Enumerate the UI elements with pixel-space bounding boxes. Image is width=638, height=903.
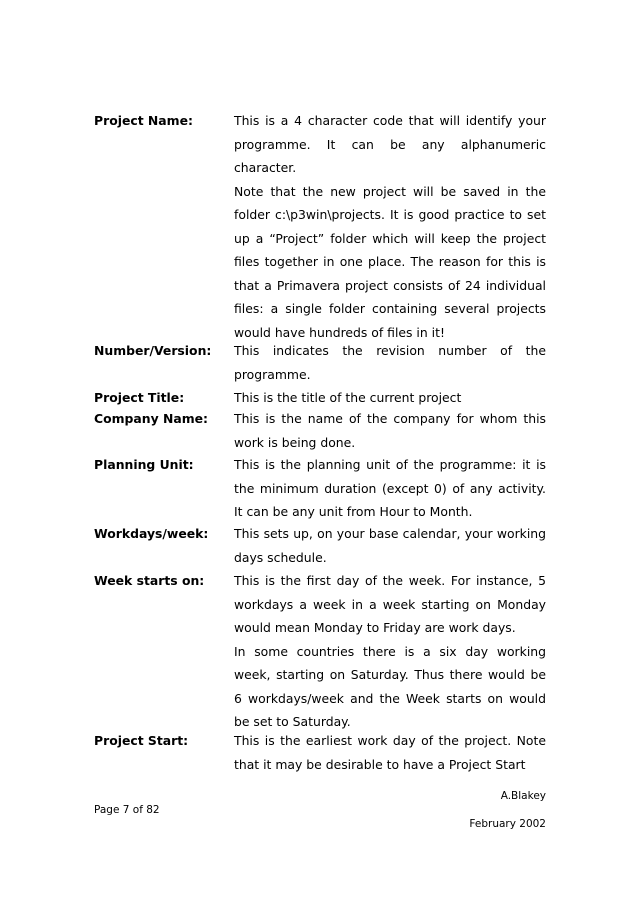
description-paragraph: This is a 4 character code that will identify your programme. It can be any alphanumeric character. bbox=[234, 113, 546, 175]
term-description bbox=[234, 109, 546, 344]
description-paragraph: This indicates the revision number of the programme. bbox=[234, 343, 546, 382]
term-label: Project Title: bbox=[94, 390, 185, 405]
footer-page-number: Page 7 of 82 bbox=[94, 804, 160, 816]
description-paragraph: This is the first day of the week. For instance, 5 workdays a week in a week starting on Monday would mean Monday to Friday are work days. bbox=[234, 573, 546, 635]
term-label: Number/Version: bbox=[94, 343, 212, 358]
term-description bbox=[234, 386, 546, 410]
term-description bbox=[234, 569, 546, 734]
description-paragraph: Note that the new project will be saved in the folder c:\p3win\projects. It is good practice to set up a “Project” folder which will keep the project files together in one place. The reason for this is that a Primavera project consists of 24 individual files: a single folder containing several projects would have hundreds of files in it! bbox=[234, 183, 546, 340]
description-paragraph: In some countries there is a six day working week, starting on Saturday. Thus there would be 6 workdays/week and the Week starts on would be set to Saturday. bbox=[234, 643, 546, 729]
term-label: Company Name: bbox=[94, 411, 208, 426]
term-label: Project Name: bbox=[94, 113, 193, 128]
term-description bbox=[234, 522, 546, 569]
term-description bbox=[234, 407, 546, 454]
term-label: Project Start: bbox=[94, 733, 189, 748]
description-paragraph: This sets up, on your base calendar, your working days schedule. bbox=[234, 526, 546, 565]
term-description bbox=[234, 339, 546, 386]
term-label: Planning Unit: bbox=[94, 457, 194, 472]
term-label: Week starts on: bbox=[94, 573, 205, 588]
footer-date: February 2002 bbox=[469, 818, 546, 830]
description-paragraph: This is the name of the company for whom this work is being done. bbox=[234, 411, 546, 450]
term-description bbox=[234, 453, 546, 524]
footer-author: A.Blakey bbox=[500, 790, 546, 802]
description-paragraph: This is the title of the current project bbox=[234, 390, 462, 405]
term-label: Workdays/week: bbox=[94, 526, 209, 541]
term-description bbox=[234, 729, 546, 776]
description-paragraph: This is the earliest work day of the project. Note that it may be desirable to have a Project Start bbox=[234, 733, 546, 772]
description-paragraph: This is the planning unit of the programme: it is the minimum duration (except 0) of any activity. It can be any unit from Hour to Month. bbox=[234, 457, 546, 519]
